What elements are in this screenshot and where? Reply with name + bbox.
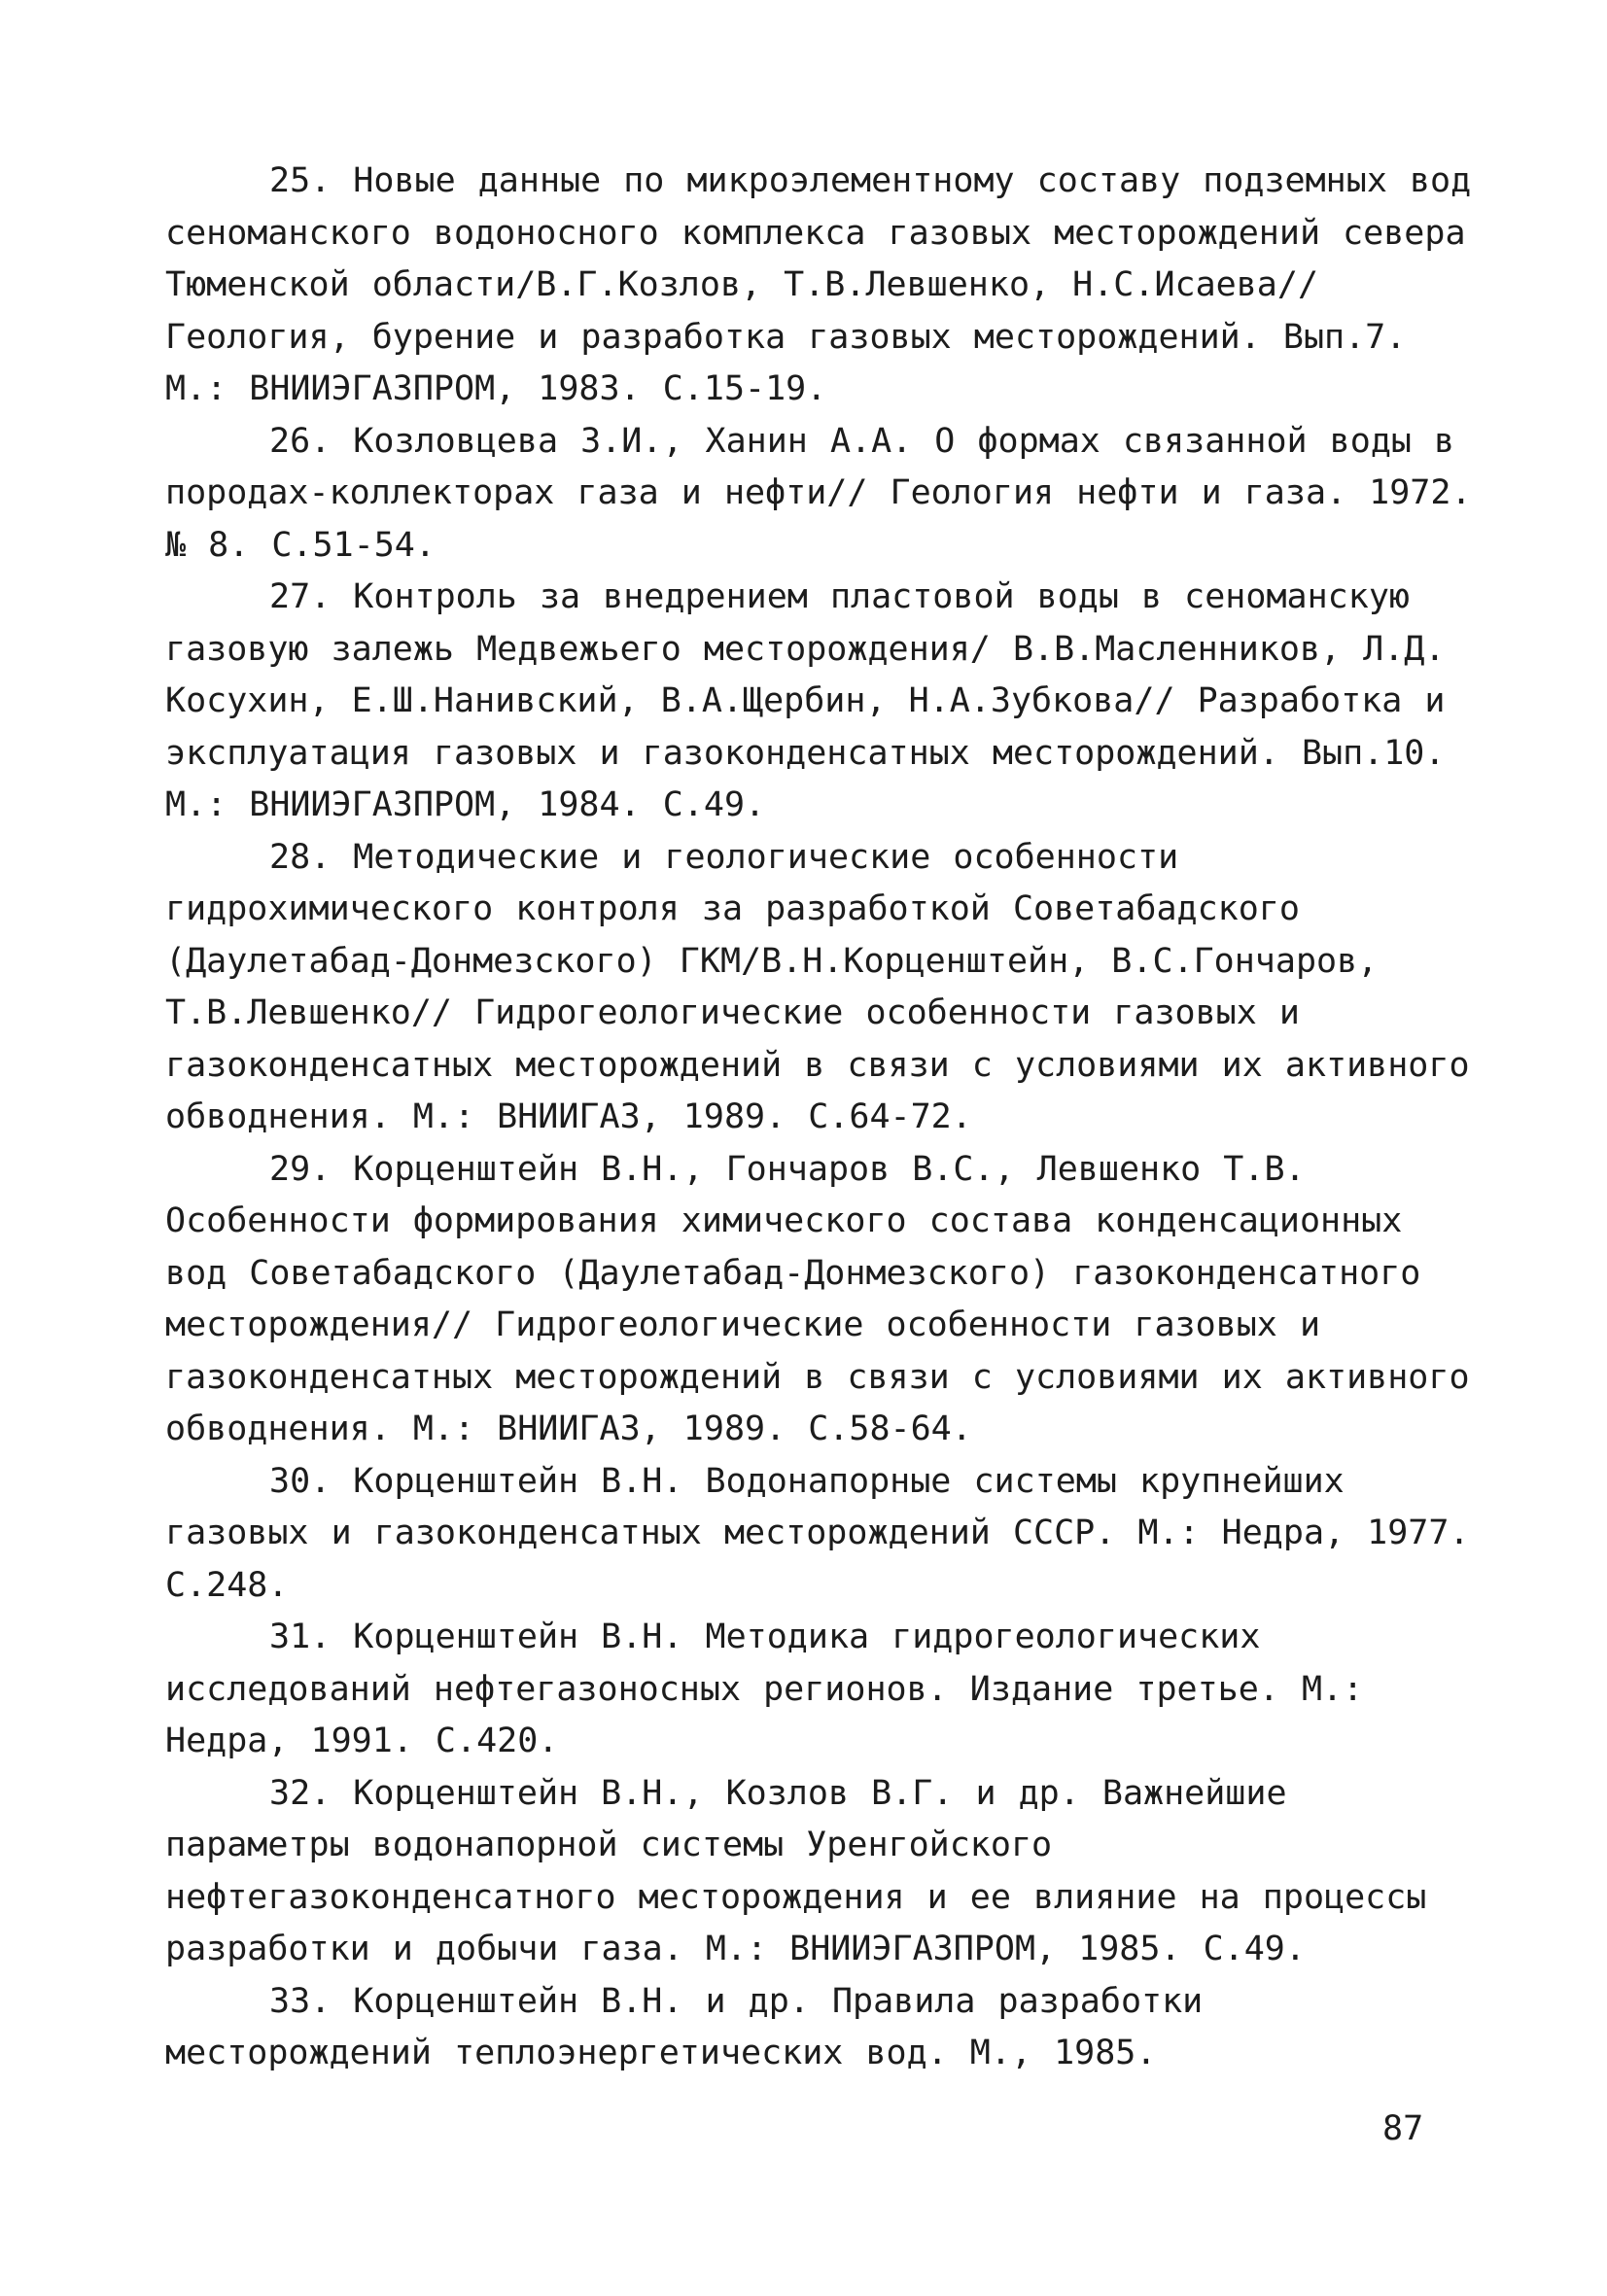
reference-text: Новые данные по микроэлементному составу подземных вод сеноманского водоносного комплекса газовых месторождений севера Тюменской области/В.Г.Козлов, Т.В.Левшенко, Н.С.Исаева// Геология, бурение и разработка газовых месторождений. Вып.7. М.: ВНИИЭГАЗПРОМ, 1983. С.15-19.: [165, 161, 1472, 408]
reference-item: [165, 1144, 1473, 1456]
reference-number: 29.: [269, 1149, 332, 1189]
reference-item: [165, 156, 1473, 416]
reference-number: 30.: [269, 1461, 332, 1501]
reference-item: [165, 416, 1473, 573]
reference-number: 26.: [269, 421, 332, 461]
reference-item: [165, 572, 1473, 832]
reference-text: Корценштейн В.Н., Гончаров В.С., Левшенко Т.В. Особенности формирования химического состава конденсационных вод Советабадского (Даулетабад-Донмезского) газоконденсатного месторождения// Гидрогеологические особенности газовых и газоконденсатных месторождений в связи с условиями их активного обводнения. М.: ВНИИГАЗ, 1989. С.58-64.: [165, 1149, 1470, 1448]
reference-number: 27.: [269, 577, 332, 616]
reference-number: 31.: [269, 1618, 332, 1656]
reference-number: 33.: [269, 1981, 332, 2021]
reference-text: Корценштейн В.Н. Водонапорные системы крупнейших газовых и газоконденсатных месторождений СССР. М.: Недра, 1977. С.248.: [165, 1461, 1470, 1605]
reference-item: [165, 1768, 1473, 1976]
reference-number: 32.: [269, 1773, 332, 1813]
reference-text: Корценштейн В.Н. и др. Правила разработки месторождений теплоэнергетических вод. М., 1985.: [165, 1981, 1204, 2072]
reference-list: [165, 156, 1473, 2080]
page-number: 87: [1382, 2109, 1424, 2148]
reference-number: 25.: [269, 161, 332, 200]
reference-text: Корценштейн В.Н., Козлов В.Г. и др. Важнейшие параметры водонапорной системы Уренгойского нефтегазоконденсатного месторождения и ее влияние на процессы разработки и добычи газа. М.: ВНИИЭГАЗПРОМ, 1985. С.49.: [165, 1773, 1427, 1968]
reference-text: Методические и геологические особенности гидрохимического контроля за разработкой Советабадского (Даулетабад-Донмезского) ГКМ/В.Н.Корценштейн, В.С.Гончаров, Т.В.Левшенко// Гидрогеологические особенности газовых и газоконденсатных месторождений в связи с условиями их активного обводнения. М.: ВНИИГАЗ, 1989. С.64-72.: [165, 837, 1470, 1136]
reference-text: Козловцева З.И., Ханин А.А. О формах связанной воды в породах-коллекторах газа и нефти// Геология нефти и газа. 1972. № 8. С.51-54.: [165, 421, 1472, 565]
reference-item: [165, 832, 1473, 1144]
reference-item: [165, 1456, 1473, 1613]
reference-item: [165, 1976, 1473, 2080]
reference-text: Контроль за внедрением пластовой воды в сеноманскую газовую залежь Медвежьего месторождения/ В.В.Масленников, Л.Д. Косухин, Е.Ш.Нанивский, В.А.Щербин, Н.А.Зубкова// Разработка и эксплуатация газовых и газоконденсатных месторождений. Вып.10. М.: ВНИИЭГАЗПРОМ, 1984. С.49.: [165, 577, 1446, 824]
reference-text: Корценштейн В.Н. Методика гидрогеологических исследований нефтегазоносных регионов. Издание третье. М.: Недра, 1991. С.420.: [165, 1618, 1364, 1760]
reference-item: [165, 1612, 1473, 1768]
reference-number: 28.: [269, 837, 332, 877]
